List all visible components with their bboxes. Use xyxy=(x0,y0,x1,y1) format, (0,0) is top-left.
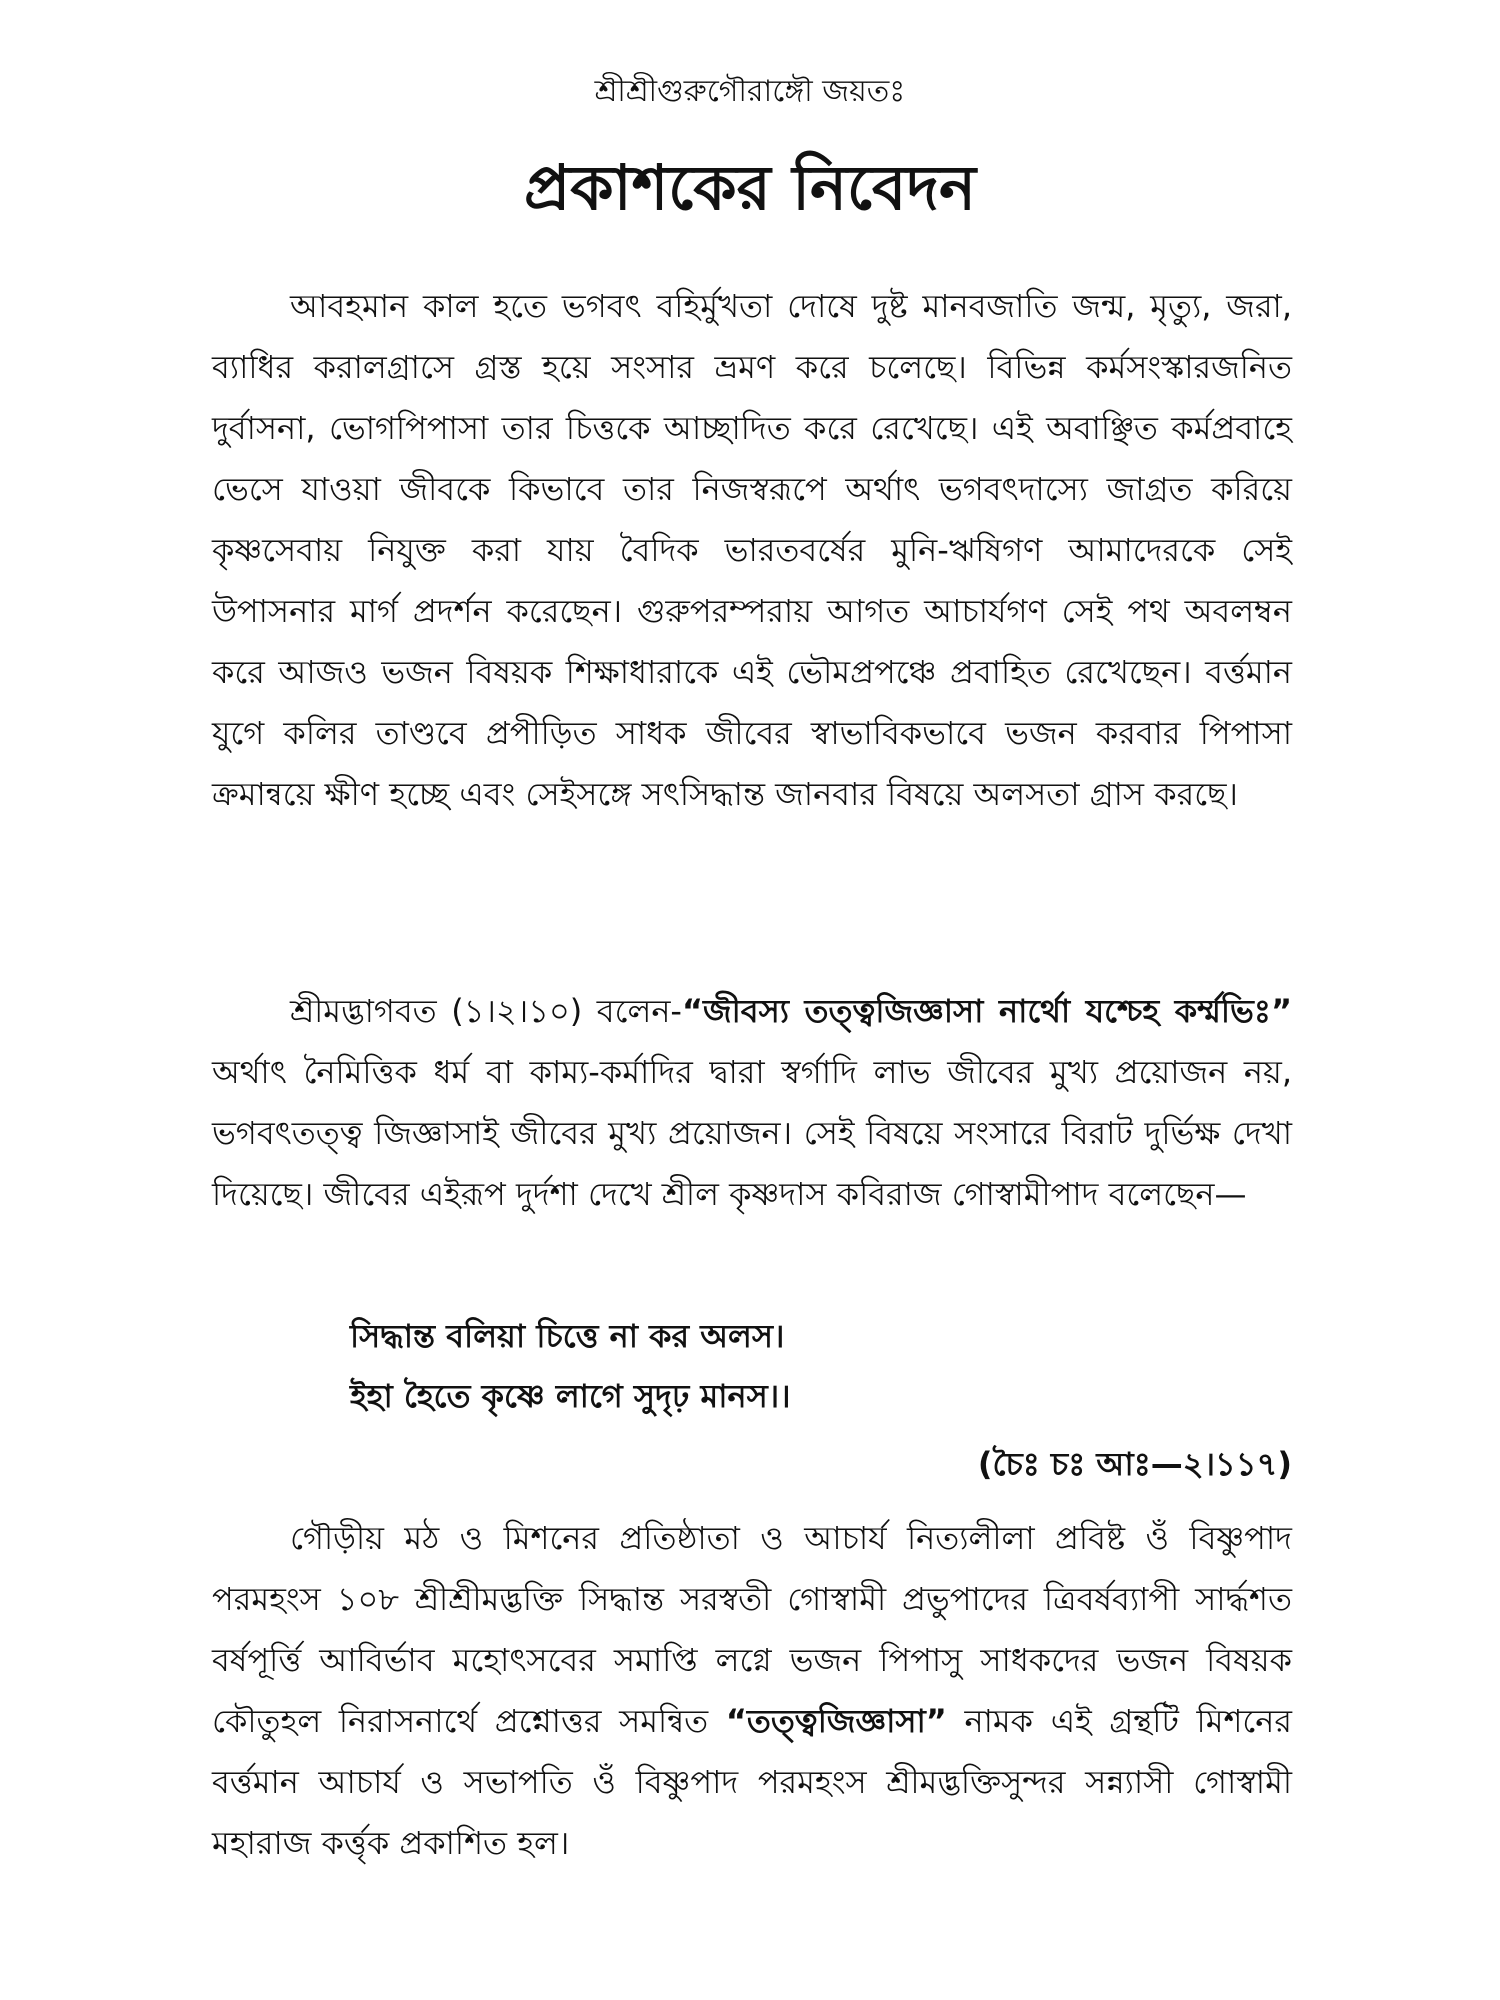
paragraph-3-end: নামক এই গ্রন্থটি মিশনের বর্ত্তমান আচার্য ও সভাপতি ওঁ বিষ্ণুপাদ পরমহংস শ্রীমদ্ভক্তিসুন্দর সন্ন্যাসী গোস্বামী মহারাজ কর্ত্তৃক প্রকাশিত হল। xyxy=(212,1702,1292,1862)
page-title: প্রকাশকের নিবেদন xyxy=(523,151,977,224)
paragraph-1: আবহমান কাল হতে ভগবৎ বহির্মুখতা দোষে দুষ্ট মানবজাতি জন্ম, মৃত্যু, জরা, ব্যাধির করালগ্রাসে গ্রস্ত হয়ে সংসার ভ্রমণ করে চলেছে। বিভিন্ন কর্মসংস্কারজনিত দুর্বাসনা, ভোগপিপাসা তার চিত্তকে আচ্ছাদিত করে রেখেছে। এই অবাঞ্ছিত কর্মপ্রবাহে ভেসে যাওয়া জীবকে কিভাবে তার নিজস্বরূপে অর্থাৎ ভগবৎদাস্যে জাগ্রত করিয়ে কৃষ্ণসেবায় নিযুক্ত করা যায় বৈদিক ভারতবর্ষের মুনি-ঋষিগণ আমাদেরকে সেই উপাসনার মার্গ প্রদর্শন করেছেন। গুরুপরম্পরায় আগত আচার্যগণ সেই পথ অবলম্বন করে আজও ভজন বিষয়ক শিক্ষাধারাকে এই ভৌমপ্রপঞ্চে প্রবাহিত রেখেছেন। বর্ত্তমান যুগে কলির তাণ্ডবে প্রপীড়িত সাধক জীবের স্বাভাবিকভাবে ভজন করবার পিপাসা ক্রমান্বয়ে ক্ষীণ হচ্ছে এবং সেইসঙ্গে সৎসিদ্ধান্ত জানবার বিষয়ে অলসতা গ্রাস করছে। xyxy=(212,287,1292,813)
verse-line-2: ইহা হৈতে কৃষ্ণে লাগে সুদৃঢ় মানস।। xyxy=(350,1377,791,1415)
verse-reference: (চৈঃ চঃ আঃ—২।১১৭) xyxy=(977,1445,1292,1483)
paragraph-3-start: গৌড়ীয় মঠ ও মিশনের প্রতিষ্ঠাতা ও আচার্য নিত্যলীলা প্রবিষ্ট ওঁ বিষ্ণুপাদ পরমহংস ১০৮ শ্রীশ্রীমদ্ভক্তি সিদ্ধান্ত সরস্বতী গোস্বামী প্রভুপাদের ত্রিবর্ষব্যাপী সার্দ্ধশত বর্ষপূর্ত্তি আবির্ভাব মহোৎসবের সমাপ্তি লগ্নে ভজন পিপাসু সাধকদের ভজন বিষয়ক কৌতুহল নিরাসনার্থে প্রশ্নোত্তর সমন্বিত xyxy=(212,1519,1292,1740)
paragraph-2-body: অর্থাৎ নৈমিত্তিক ধর্ম বা কাম্য-কর্মাদির দ্বারা স্বর্গাদি লাভ জীবের মুখ্য প্রয়োজন নয়, ভগবৎতত্ত্ব জিজ্ঞাসাই জীবের মুখ্য প্রয়োজন। সেই বিষয়ে সংসারে বিরাট দুর্ভিক্ষ দেখা দিয়েছে। জীবের এইরূপ দুর্দশা দেখে শ্রীল কৃষ্ণদাস কবিরাজ গোস্বামীপাদ বলেছেন— xyxy=(212,1053,1292,1213)
paragraph-3 xyxy=(212,1508,1292,1874)
verse-line-1: সিদ্ধান্ত বলিয়া চিত্তে না কর অলস। xyxy=(350,1317,785,1355)
invocation-line: শ্রীশ্রীগুরুগৌরাঙ্গৌ জয়তঃ xyxy=(594,74,906,109)
bhagavata-citation: শ্রীমদ্ভাগবত (১।২।১০) বলেন- xyxy=(290,992,682,1030)
paragraph-2 xyxy=(212,981,1292,1225)
book-title: “তত্ত্বজিজ্ঞাসা” xyxy=(725,1702,947,1740)
bhagavata-quote: “জীবস্য তত্ত্বজিজ্ঞাসা নার্থো যশ্চেহ কর্ম্মভিঃ” xyxy=(681,992,1292,1030)
